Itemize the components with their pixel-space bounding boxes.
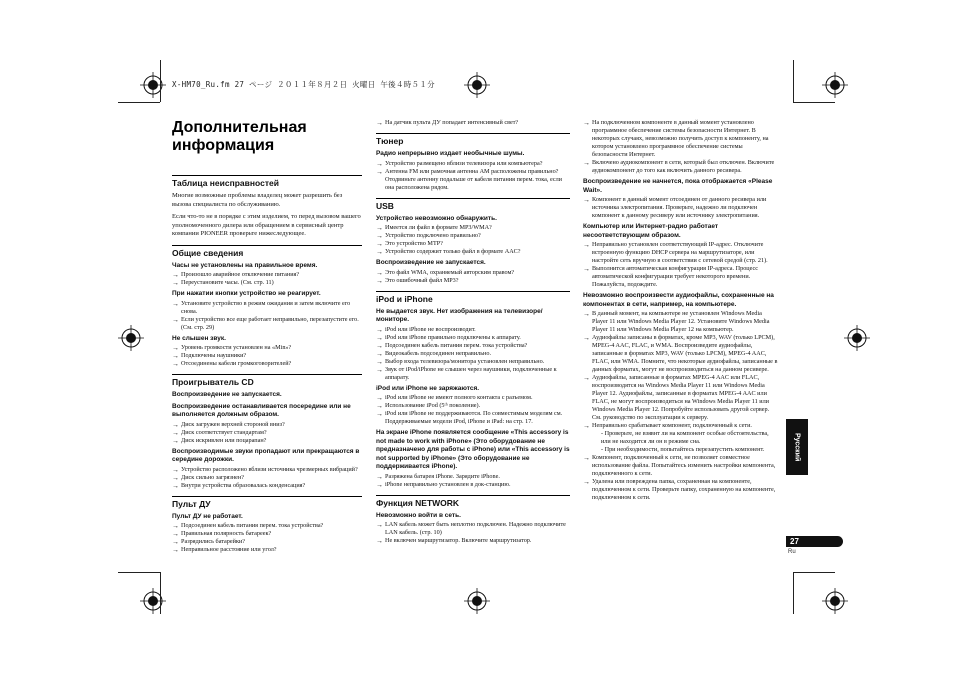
solution-item: → Устройство подключено правильно? [376,232,570,240]
problem-title: Часы не установлены на правильное время. [172,261,318,269]
problem-title: Не слышен звук. [172,334,226,342]
section-heading-ipod: iPod и iPhone [376,291,570,304]
solution-item: → Это ошибочный файл MP3? [376,277,570,285]
solution-item: → Использование iPod (5ᵗʰ поколение). [376,402,570,410]
solution-item: → Подсоединен кабель питания перем. тока устройства? [376,342,570,350]
solution-item: → Отсоединены кабели громкоговорителей? [172,360,362,368]
section-heading-remote: Пульт ДУ [172,496,362,509]
problem-title: Не выдается звук. Нет изображения на телевизоре/мониторе. [376,307,543,323]
solution-item: → Удалена или повреждена папка, сохраненная на компоненте, подключенном к сети. Проверьте папку, сохраненную на компоненте, подключенном к сети. [583,478,778,502]
solution-item: → Внутри устройства образовалась конденсация? [172,482,362,490]
solution-item: → Антенна FM или рамочная антенна AM расположены правильно? Отодвиньте антенну подальше от кабеля питания перем. тока, если она расположена рядом. [376,168,570,192]
problem-title: Воспроизведение останавливается посередине или не выполняется должным образом. [172,402,351,419]
registration-mark-middle-left-icon [118,325,144,351]
solution-item: → Неправильно срабатывает компонент, подключенный к сети. [583,422,778,430]
solution-item: → Это устройство MTP? [376,240,570,248]
solution-item: → Подключены наушники? [172,352,362,360]
solution-item: → Переустановите часы. (См. стр. 11) [172,279,362,287]
solution-item: → На подключенном компоненте в данный момент установлено программное обеспечение системы безопасности Интернет. В некоторых случаях, невозможно получить доступ к компоненту, на котором установлено программное обеспечение системы безопасности Интернет. [583,119,778,159]
problem-title: Невозможно воспроизвести аудиофайлы, сохраненные на компонентах в сети, например, на компьютере. [583,292,774,308]
solution-item: → Устройство размещено вблизи телевизора или компьютера? [376,160,570,168]
solution-item: → Неправильное расстояние или угол? [172,546,362,554]
problem-title: Радио непрерывно издает необычные шумы. [376,150,525,157]
solution-item: → Устройство содержит только файл в формате AAC? [376,248,570,256]
page-number-badge [786,536,843,547]
solution-item: → Если устройство все еще работает неправильно, перезапустите его. (См. стр. 29) [172,316,362,332]
solution-item: → Это файл WMA, охраняемый авторским правом? [376,269,570,277]
crop-mark [118,572,160,573]
solution-item: → Компонент, подключенный к сети, не позволяет совместное использование файла. Попытайтесь изменить настройки компонента, подключенного к сети. [583,454,778,478]
page-number: 27 [790,537,799,546]
solution-item: → Произошло аварийное отключение питания? [172,271,362,279]
solution-item: → Диск сильно загрязнен? [172,474,362,482]
solution-item: → Уровень громкости установлен на «Min»? [172,344,362,352]
column-middle [376,119,570,545]
solution-item: → Включено аудиокомпонент в сети, который был отключен. Включите аудиокомпонент до того как включить данного ресивера. [583,159,778,175]
problem-title: На экране iPhone появляется сообщение «This accessory is not made to work with iPhone» (Это оборудование не предназначено для работы с iPhone) или «This accessory is not supported by iPhone» (Это оборудование не поддерживается iPhone). [376,429,570,470]
registration-mark-top-left-icon [140,72,166,98]
problem-title: Воспроизведение не запускается. [172,391,282,399]
solution-item: → iPod или iPhone не воспроизводит. [376,326,570,334]
solution-item: → iPod или iPhone не поддерживаются. По совместимым моделям см. Поддерживаемые модели iPod, iPhone и iPad: на стр. 17. [376,410,570,426]
sub-note: - При необходимости, попытайтесь перезапустить компонент. [601,446,765,453]
crop-mark [793,102,835,103]
problem-title: Пульт ДУ не работает. [172,512,243,520]
crop-mark [160,60,161,102]
section-heading-general: Общие сведения [172,245,362,258]
solution-item: → Видеокабель подсоединен неправильно. [376,350,570,358]
registration-mark-bottom-left-icon [140,588,166,614]
solution-item: → iPod или iPhone правильно подключены к аппарату. [376,334,570,342]
section-heading-troubleshooting: Таблица неисправностей [172,175,362,188]
section-heading-tuner: Тюнер [376,133,570,146]
registration-mark-top-right-icon [822,72,848,98]
section-heading-cd-player: Проигрыватель CD [172,374,362,387]
problem-title: Воспроизведение не запускается. [376,259,486,266]
solution-item: → Устройство расположено вблизи источника чрезмерных вибраций? [172,466,362,474]
registration-mark-top-center-icon [464,72,490,98]
section-heading-usb: USB [376,198,570,211]
solution-item: → Выполнится автоматическая конфигурация IP-адреса. Процесс автоматической конфигурации требует некоторого времени. Пожалуйста, подождите. [583,265,778,289]
solution-item: → Разрядились батарейки? [172,538,362,546]
solution-item: → Диск загружен верхней стороной вниз? [172,421,362,429]
crop-mark [793,60,794,102]
solution-item: → Имеется ли файл в формате MP3/WMA? [376,224,570,232]
solution-item: → Разряжена батарея iPhone. Зарядите iPhone. [376,473,570,481]
crop-mark [118,102,160,103]
intro-paragraph: Если что-то не в порядке с этим изделием, то перед вызовом вашего уполномоченного дилера или обращением в сервисный центр компании PIONEER проверьте нижеследующее. [172,213,361,238]
solution-item: → Не включен маршрутизатор. Включите маршрутизатор. [376,537,570,545]
crop-mark [160,572,161,614]
solution-item: → Неправильно установлен соответствующий IP-адрес. Отключите встроенную функцию DHCP сервера на маршрутизаторе, или настройте сеть вручную в соответствии с сетевой средой (стр. 21). [583,241,778,265]
solution-item: → Аудиофайлы, записанные в форматах MPEG-4 AAC или FLAC, воспроизводятся на Windows Media Player 11 или Windows Media Player 12. Аудиофайлы, записанные в форматах MPEG-4 AAC или FLAC, не могут воспроизводиться на Windows Media Player 11 или Windows Media Player 12. Попробуйте использовать другой сервер. См. руководство по эксплуатации к серверу. [583,374,778,422]
registration-mark-middle-right-icon [844,325,870,351]
problem-title: Компьютер или Интернет-радио работает несоответствующим образом. [583,223,719,239]
page-language-code: Ru [788,549,796,555]
solution-item: → Звук от iPod/iPhone не слышен через наушники, подключенные к аппарату. [376,366,570,382]
language-tab-label: Русский [793,432,801,462]
document-header: X-HM70_Ru.fm 27 ページ ２０１１年８月２日 火曜日 午後４時５１分 [172,80,435,89]
column-right [583,119,778,502]
solution-item: → Компонент в данный момент отсоединен от данного ресивера или источника электропитания. Проверьте, надежно ли подключен компонент к данному ресиверу или источнику электропитания. [583,196,778,220]
problem-title: iPod или iPhone не заряжаются. [376,384,480,392]
solution-item: → Выбор входа телевизора/монитора установлен неправильно. [376,358,570,366]
problem-title: Воспроизведение не начнется, пока отображается «Please Wait». [583,178,773,194]
solution-item: → Установите устройство в режим ожидания и затем включите его снова. [172,300,362,316]
registration-mark-bottom-right-icon [822,588,848,614]
intro-paragraph: Многие возможные проблемы владелец может разрешить без вызова специалиста по обслуживанию. [172,192,343,208]
solution-item: → На датчик пульта ДУ попадает интенсивный свет? [376,119,570,127]
solution-item: → LAN кабель может быть неплотно подключен. Надежно подключите LAN кабель. (стр. 10) [376,521,570,537]
solution-item: → iPod или iPhone не имеют полного контакта с разъемом. [376,394,570,402]
registration-mark-bottom-center-icon [464,588,490,614]
sub-note: - Проверьте, не взявнт ли на компонент особые обстоятельства, или не находится ли он в режиме сна. [601,430,769,445]
problem-title: При нажатии кнопки устройство не реагирует. [172,290,321,298]
crop-mark [793,572,794,614]
solution-item: → Подсоединен кабель питания перем. тока устройства? [172,522,362,530]
solution-item: → Диск искривлен или поцарапан? [172,437,362,445]
problem-title: Воспроизводимые звуки пропадают или прекращаются в середине дорожки. [172,447,360,464]
crop-mark [793,572,835,573]
solution-item: → Правильная полярность батареек? [172,530,362,538]
problem-title: Невозможно войти в сеть. [376,511,461,519]
page-title: Дополнительная информация [172,119,307,154]
solution-item: → Диск соответствует стандартам? [172,429,362,437]
language-side-tab [786,419,808,475]
solution-item: → iPhone неправильно установлен в док-станцию. [376,481,570,489]
solution-item: → В данный момент, на компьютере не установлен Windows Media Player 11 или Windows Media Player 12. Установите Windows Media Player 11 или Windows Media Player 12 на компьютер. [583,310,778,334]
column-left [172,119,362,554]
section-heading-network: Функция NETWORK [376,495,570,508]
problem-title: Устройство невозможно обнаружить. [376,214,497,222]
solution-item: → Аудиофайлы записаны в форматах, кроме MP3, WAV (только LPCM), MPEG-4 AAC, FLAC, и WMA. Воспроизведите аудиофайлы, записанные в форматах MP3, WAV (только LPCM), MPEG-4 AAC, FLAC, или WMA. Помните, что некоторые аудиофайлы, записанные в данных форматах, могут не воспроизводиться на данном ресивере. [583,334,778,374]
